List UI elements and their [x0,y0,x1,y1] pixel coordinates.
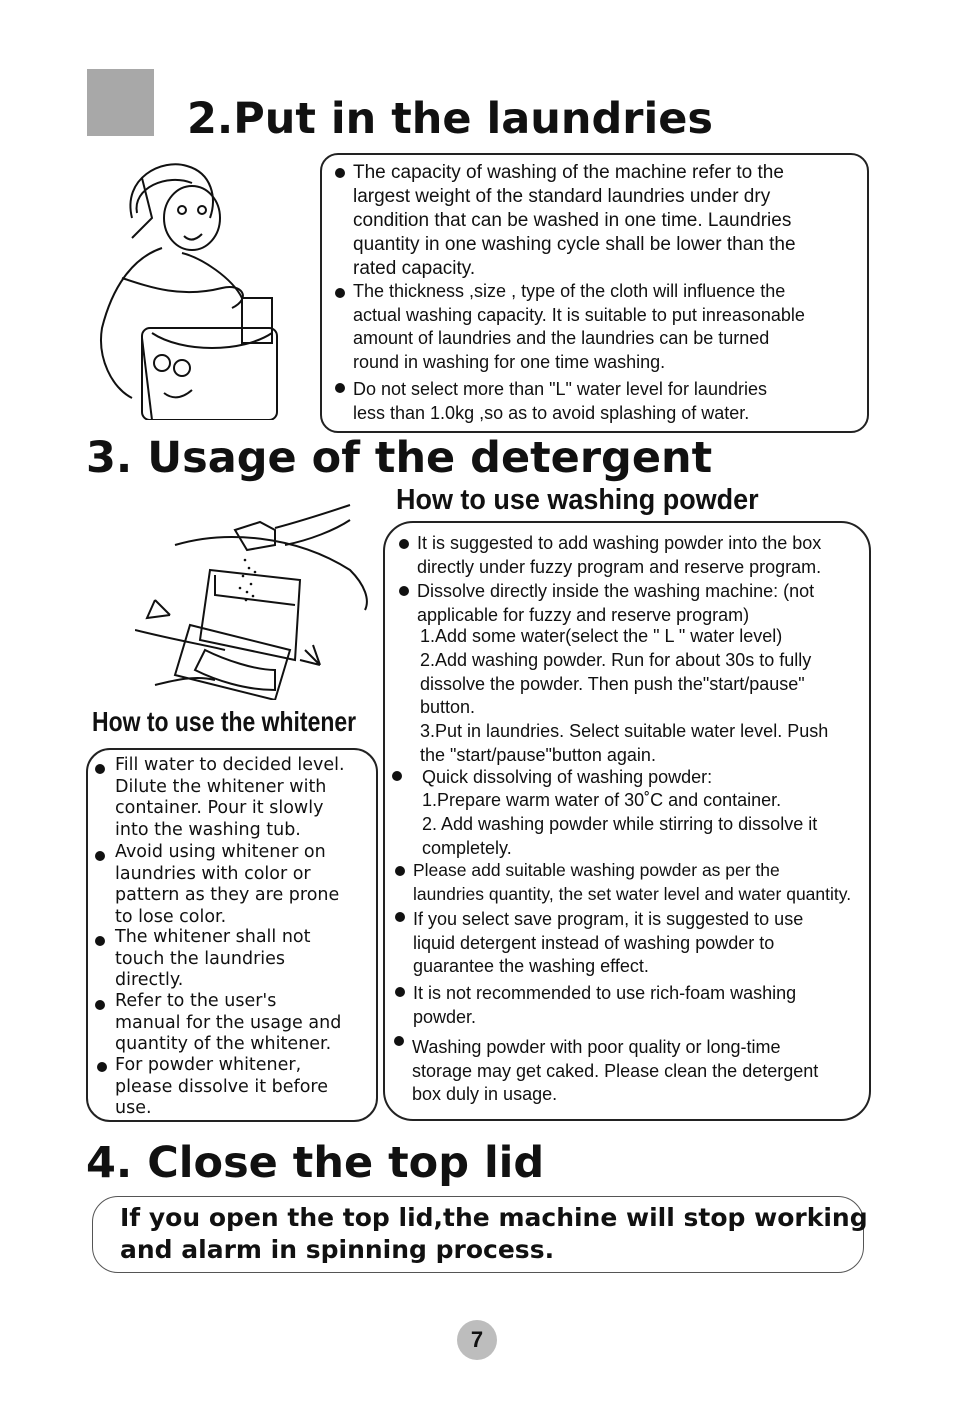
bullet-icon [395,987,405,997]
section-4-title: 4. Close the top lid [86,1138,545,1188]
list-item: Dissolve directly inside the washing machine: (not applicable for fuzzy and reserve program) [399,580,814,627]
section-marker [87,69,154,136]
bullet-icon [395,912,405,922]
bullet-icon [95,1000,105,1010]
whitener-heading: How to use the whitener [92,706,357,737]
sub-step: 1.Prepare warm water of 30˚C and container. [422,790,782,810]
list-item: The whitener shall not touch the laundries directly. [95,927,311,992]
list-item: Fill water to decided level. Dilute the whitener with container. Pour it slowly into the washing tub. [95,755,345,841]
lid-warning-text: If you open the top lid,the machine will stop working and alarm in spinning process. [120,1203,868,1264]
bullet-icon [395,866,405,876]
sub-step: 2.Add washing powder. Run for about 30s to fully dissolve the powder. Then push the"start/pause" button. [420,650,812,717]
sub-step: 2. Add washing powder while stirring to dissolve it completely. [422,814,818,858]
bullet-icon [392,771,402,781]
bullet-icon [95,936,105,946]
list-item: Please add suitable washing powder as per the laundries quantity, the set water level and water quantity. [395,859,851,906]
bullet-icon [95,851,105,861]
bullet-icon [335,383,345,393]
list-item: It is not recommended to use rich-foam washing powder. [395,982,796,1029]
sub-step: 3.Put in laundries. Select suitable water level. Push the "start/pause"button again. [420,721,829,765]
list-item: It is suggested to add washing powder into the box directly under fuzzy program and reserve program. [399,532,821,579]
bullet-icon [97,1062,107,1072]
list-item: The capacity of washing of the machine refer to the largest weight of the standard laundries under dry condition that can be washed in one time. Laundries quantity in one washing cycle shall be lower than the rated capacity. [335,161,796,281]
bullet-icon [394,1036,404,1046]
list-item: Do not select more than "L" water level for laundries less than 1.0kg ,so as to avoid splashing of water. [335,378,767,425]
detergent-box-illustration [135,500,375,700]
sub-step: 1.Add some water(select the " L " water level) [420,626,783,646]
list-item: Washing powder with poor quality or long-time storage may get caked. Please clean the detergent box duly in usage. [394,1036,818,1107]
bullet-icon [335,288,345,298]
list-item: Quick dissolving of washing powder: [392,766,712,790]
powder-heading: How to use washing powder [396,484,759,516]
section-2-title: 2.Put in the laundries [187,94,713,144]
list-item: Avoid using whitener on laundries with color or pattern as they are prone to lose color. [95,842,339,928]
list-item: The thickness ,size , type of the cloth will influence the actual washing capacity. It is suitable to put inreasonable amount of laundries and the laundries can be turned round in washing for one time washing. [335,280,805,374]
page-number: 7 [457,1320,497,1360]
bullet-icon [399,586,409,596]
bullet-icon [335,168,345,178]
section-3-title: 3. Usage of the detergent [86,433,713,483]
woman-laundry-illustration [92,158,292,420]
list-item: If you select save program, it is suggested to use liquid detergent instead of washing powder to guarantee the washing effect. [395,908,803,979]
bullet-icon [399,539,409,549]
bullet-icon [95,764,105,774]
list-item: Refer to the user's manual for the usage and quantity of the whitener. [95,991,341,1056]
list-item: For powder whitener, please dissolve it before use. [97,1055,328,1120]
